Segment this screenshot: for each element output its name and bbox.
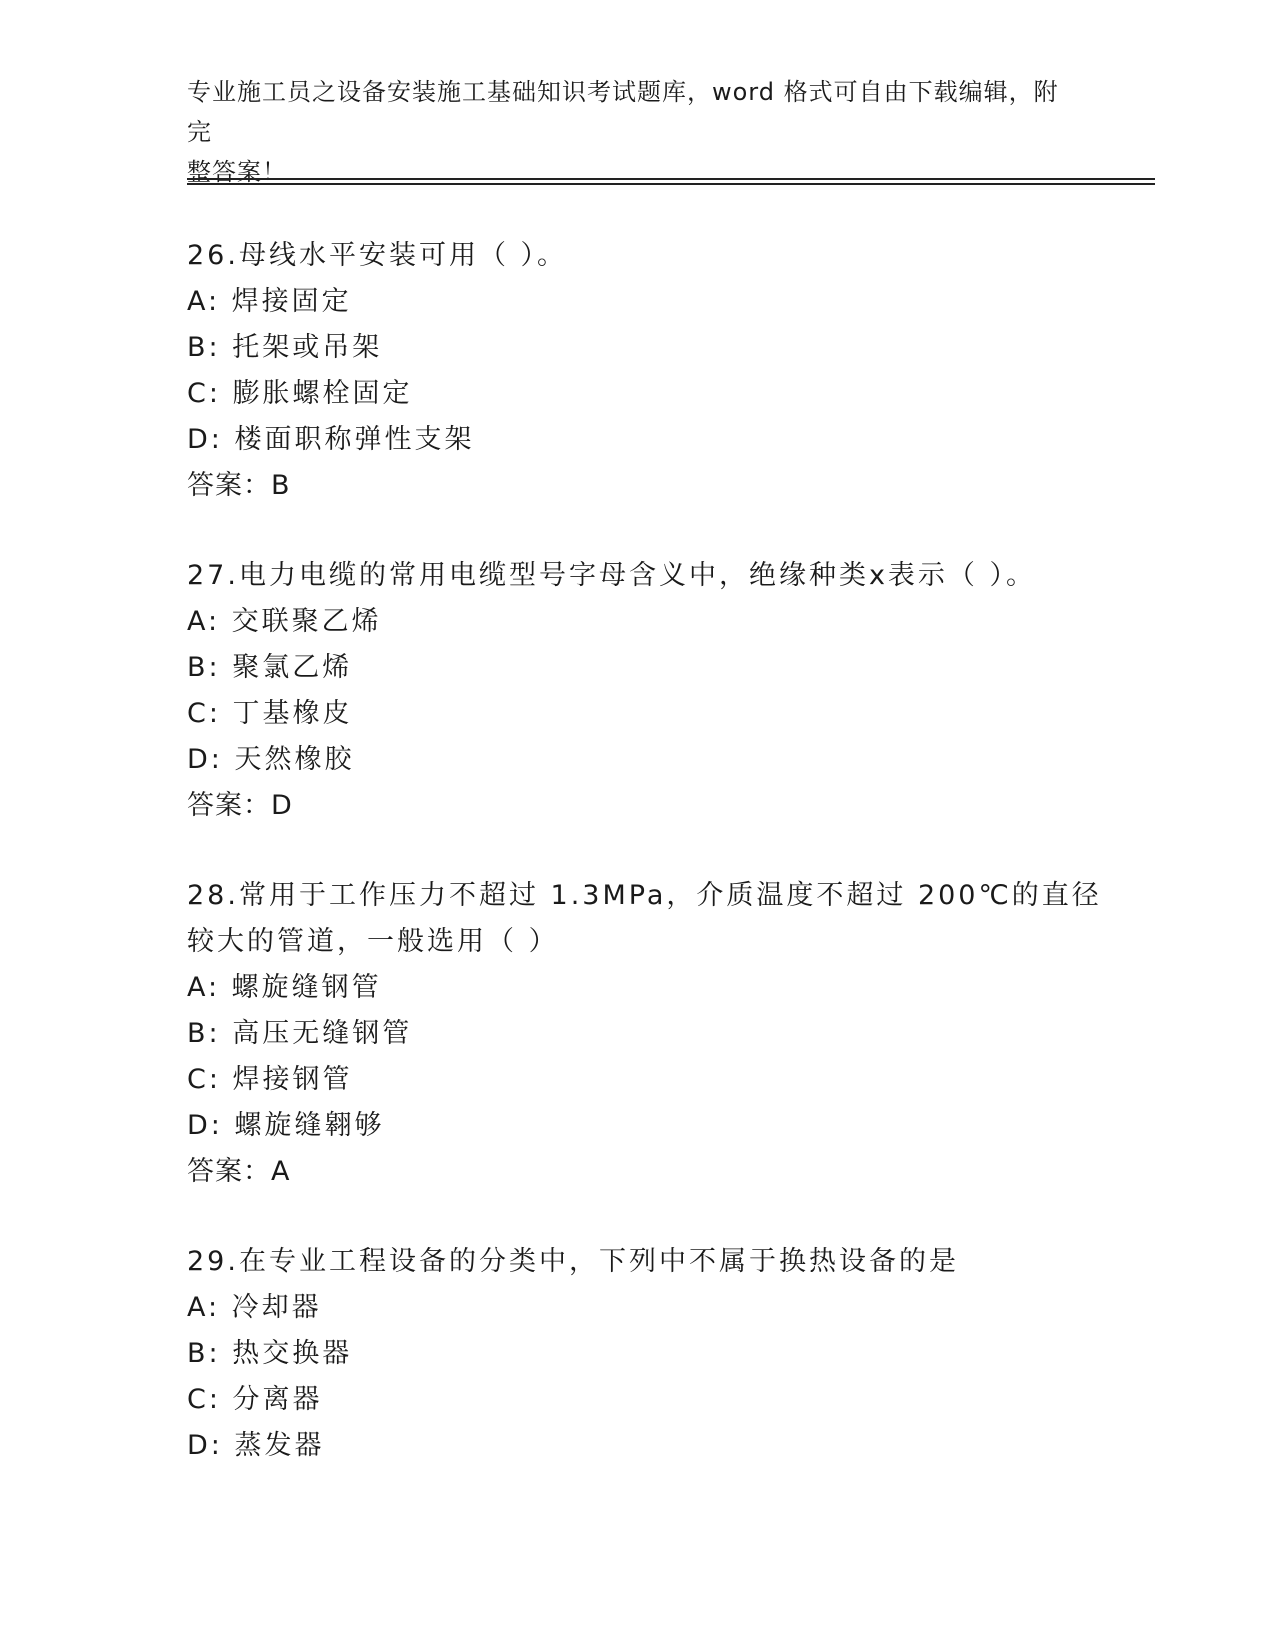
question-27 [187,553,1107,829]
document-header [187,72,1067,192]
option-b: B: 聚氯乙烯 [187,652,353,683]
option-d: D: 蒸发器 [187,1430,325,1461]
header-divider-bottom [187,183,1155,185]
option-d: D: 楼面职称弹性支架 [187,424,475,455]
option-a: A: 冷却器 [187,1292,322,1323]
option-b: B: 热交换器 [187,1338,353,1369]
header-line-1: 专业施工员之设备安装施工基础知识考试题库，word 格式可自由下载编辑，附完 [187,78,1059,146]
question-stem: 26.母线水平安装可用（ ）。 [187,240,568,271]
option-c: C: 膨胀螺栓固定 [187,378,413,409]
header-divider-top [187,178,1155,180]
option-d: D: 螺旋缝翱够 [187,1110,385,1141]
question-26 [187,233,1107,509]
option-b: B: 高压无缝钢管 [187,1018,413,1049]
option-b: B: 托架或吊架 [187,332,383,363]
option-c: C: 焊接钢管 [187,1064,353,1095]
option-a: A: 螺旋缝钢管 [187,972,382,1003]
question-28 [187,873,1107,1195]
option-c: C: 丁基橡皮 [187,698,353,729]
answer: 答案：B [187,470,291,501]
question-stem: 29.在专业工程设备的分类中，下列中不属于换热设备的是 [187,1246,959,1277]
header-line-2: 整答案！ [187,158,287,186]
answer: 答案：A [187,1156,291,1187]
question-stem: 27.电力电缆的常用电缆型号字母含义中，绝缘种类x表示（ ）。 [187,560,1036,591]
question-29 [187,1239,1107,1469]
option-a: A: 焊接固定 [187,286,352,317]
option-a: A: 交联聚乙烯 [187,606,382,637]
option-c: C: 分离器 [187,1384,323,1415]
option-d: D: 天然橡胶 [187,744,355,775]
question-stem: 28.常用于工作压力不超过 1.3MPa，介质温度不超过 200℃的直径较大的管道，一般选用（ ） [187,880,1102,957]
answer: 答案：D [187,790,293,821]
